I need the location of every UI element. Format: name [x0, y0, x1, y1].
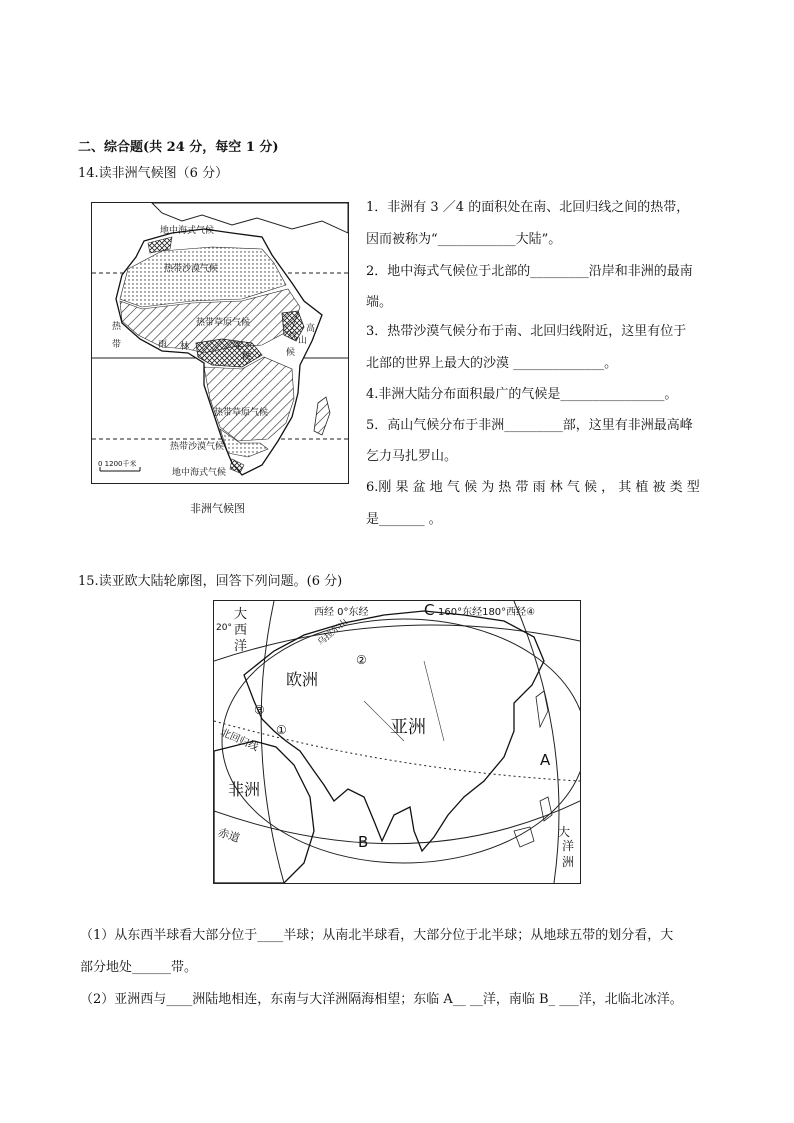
label-savanna-north: 热带草原气候 — [196, 318, 251, 328]
label-highland-3: 气 — [288, 332, 298, 342]
q14-line-7: 4.非洲大陆分布面积最广的气候是________________。 — [366, 387, 678, 402]
q15-sub1-line1: （1）从东西半球看大部分位于____半球；从南北半球看，大部分位于北半球；从地球五带的划分看，大 — [80, 928, 674, 943]
label-scale: 0 1200千米 — [98, 460, 137, 468]
eurasia-map-drawing — [214, 601, 580, 883]
label-b: B — [358, 833, 369, 851]
label-rainforest-5: 气 — [232, 342, 242, 352]
label-oceania-2: 洋 — [562, 839, 575, 853]
q14-line-4: 端。 — [366, 295, 393, 310]
q14-line-2: 因而被称为“____________大陆”。 — [366, 232, 562, 247]
label-atlantic-2: 西 — [234, 623, 248, 638]
label-desert-north: 热带沙漠气候 — [164, 264, 219, 274]
eurasia-outline-map — [213, 600, 581, 884]
label-atlantic-3: 洋 — [234, 639, 248, 654]
section-title: 二、综合题(共 24 分，每空 1 分) — [78, 140, 279, 155]
label-rainforest-3: 雨 — [158, 340, 168, 350]
q14-line-5: 3．热带沙漠气候分布于南、北回归线附近，这里有位于 — [366, 324, 687, 339]
q14-line-3: 2．地中海式气候位于北部的_________沿岸和非洲的最南 — [366, 264, 693, 279]
q14-line-10: 6.刚 果 盆 地 气 候 为 热 带 雨 林 气 候 ， 其 植 被 类 型 — [366, 480, 700, 495]
label-mediterranean-top: 地中海式气候 — [160, 226, 215, 236]
label-europe: 欧洲 — [286, 670, 319, 689]
label-desert-south: 热带沙漠气候 — [170, 442, 225, 452]
africa-climate-map — [91, 202, 349, 484]
label-oceania-1: 大 — [558, 825, 571, 839]
label-west-0: 西经 0°东经 — [314, 607, 369, 618]
label-atlantic-1: 大 — [234, 607, 248, 622]
q15-title: 15.读亚欧大陆轮廓图，回答下列问题。(6 分) — [78, 574, 343, 589]
label-highland-2: 山 — [298, 336, 308, 346]
label-africa: 非洲 — [228, 780, 261, 799]
label-savanna-south: 热带草原气候 — [214, 408, 269, 418]
q15-sub1-line2: 部分地处______带。 — [80, 960, 198, 975]
label-mediterranean-bottom: 地中海式气候 — [172, 468, 227, 478]
q14-line-6: 北部的世界上最大的沙漠 ______________。 — [366, 356, 618, 371]
label-lon-160: 160°东经180°西经④ — [438, 607, 536, 618]
label-rainforest-6: 候 — [242, 352, 252, 362]
q15-sub2-line: （2）亚洲西与____洲陆地相连，东南与大洋洲隔海相望；东临 A__ __洋，南临 B_ ___洋，北临北冰洋。 — [80, 992, 683, 1007]
label-a: A — [540, 751, 551, 769]
label-rainforest-1: 热 — [112, 322, 122, 332]
label-asia: 亚洲 — [390, 717, 426, 738]
label-highland-1: 高 — [306, 324, 316, 334]
label-equator: 赤道 — [216, 825, 242, 846]
label-rainforest-2: 带 — [112, 340, 122, 350]
label-num-3: ③ — [254, 703, 265, 717]
label-highland-4: 候 — [286, 348, 296, 358]
q14-line-11: 是_______ 。 — [366, 512, 442, 527]
label-num-2: ② — [356, 653, 367, 667]
label-num-1: ① — [276, 723, 287, 737]
q14-line-8: 5．高山气候分布于非洲_________部，这里有非洲最高峰 — [366, 418, 693, 433]
label-lat-20: 20° — [216, 623, 232, 633]
q14-line-9: 乞力马扎罗山。 — [366, 449, 458, 464]
label-oceania-3: 洲 — [562, 855, 575, 869]
label-rainforest-4: 林 — [180, 342, 190, 352]
q14-line-1: 1．非洲有 3 ／4 的面积处在南、北回归线之间的热带， — [366, 200, 690, 215]
label-ural: 乌拉尔山 — [315, 617, 350, 649]
label-c: C — [424, 601, 435, 619]
africa-map-caption: 非洲气候图 — [190, 502, 245, 515]
q14-title: 14.读非洲气候图（6 分） — [78, 166, 229, 181]
label-tropic: 北回归线 — [218, 727, 260, 754]
